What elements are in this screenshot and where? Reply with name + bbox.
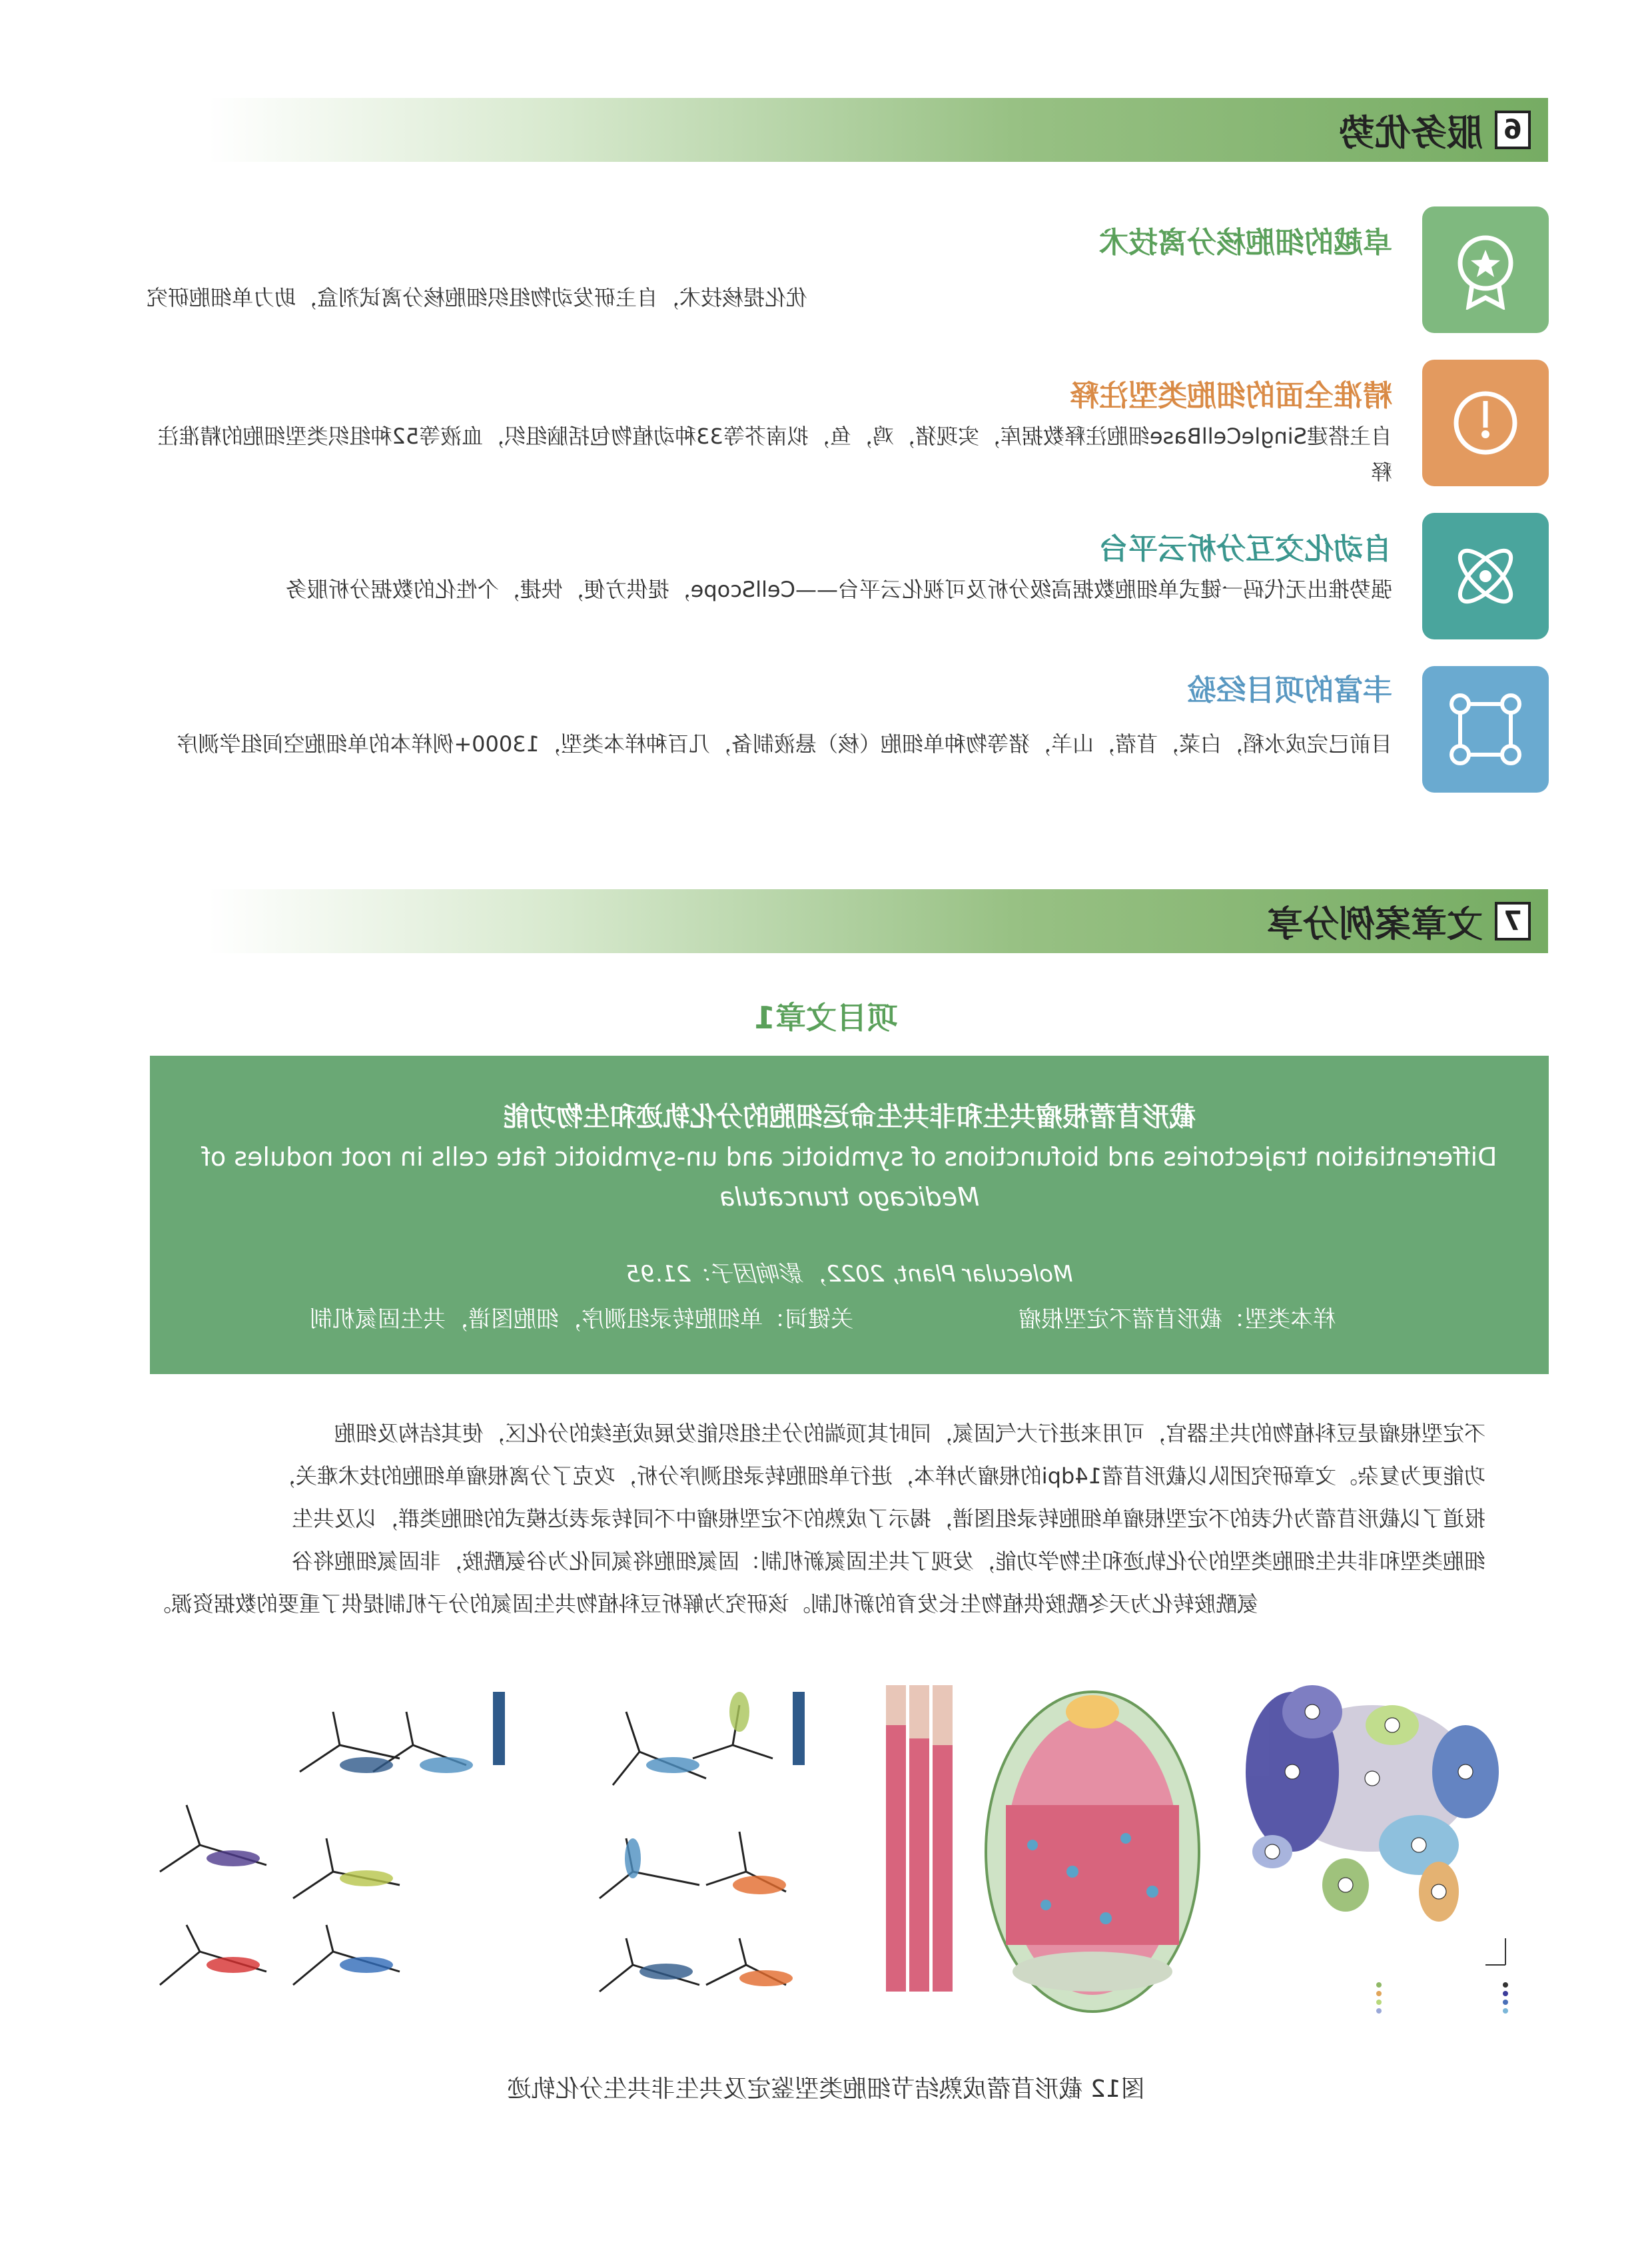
- article-journal: Molecular Plant, 2022，影响因子：21.95: [625, 1261, 1073, 1288]
- trajectory-plot-b: [120, 1672, 560, 2018]
- abstract-line: 细胞类型和非共生细胞类型的分化轨迹和生物学功能，发现了共生固氮新机制：固氮细胞将氮同化为谷氨酰胺，非固氮细胞将谷: [291, 1549, 1485, 1574]
- umap-plot: [1219, 1672, 1532, 2018]
- abstract-line: 氨酰胺转化为天冬酰胺供植物生长发育的新机制。该研究为解析豆科植物共生固氮的分子机制提供了重要的数据资源。: [150, 1591, 1259, 1617]
- advantage-desc: 优化提核技术，自主研发动物组织细胞核分离试剂盒，助力单细胞研究: [147, 285, 808, 310]
- pseudotime-colorbar: [793, 1692, 805, 1765]
- target-icon: [1449, 386, 1522, 460]
- section-title-cases: [1267, 889, 1531, 953]
- umap-panel: [1219, 1672, 1532, 2018]
- advantage-title: 精准全面的细胞类型注释: [1070, 379, 1392, 413]
- advantage-title: 卓越的细胞核分离技术: [1099, 226, 1392, 260]
- nodule-diagram: [873, 1672, 1219, 2018]
- article-title-cn: 截形苜蓿根瘤共生和非共生命运细胞的分化轨迹和生物功能: [503, 1102, 1196, 1132]
- article-title-en-2: Medicago truncatula: [719, 1182, 980, 1212]
- article-keywords: 关键词：单细胞转录组测序，细胞图谱，共生固氮机制: [310, 1306, 853, 1333]
- section-title-advantages: [1339, 98, 1531, 162]
- trajectory-panel-b: [120, 1672, 560, 2018]
- advantage-title: 丰富的项目经验: [1187, 673, 1392, 707]
- article-info-box: [150, 1056, 1549, 1374]
- award-badge-icon: [1449, 230, 1522, 310]
- figure-caption: 图12 截形苜蓿成熟结节细胞类型鉴定及共生非共生分化轨迹: [507, 2075, 1145, 2103]
- abstract-line: 报道了以截形苜蓿为代表的不定型根瘤单细胞转录组图谱，揭示了成熟的不定型根瘤中不同转录表达模式的细胞类群，以及共生: [291, 1506, 1485, 1531]
- abstract-line: 不定型根瘤是豆科植物的共生器官，可用来进行大气固氮，同时其顶端的分生组织能发展成连续的分化区，使其结构及细胞: [334, 1421, 1485, 1446]
- trajectory-panel-a: [573, 1672, 866, 2018]
- advantage-icon-box: [1422, 360, 1549, 486]
- section-title-text: 文章案例分享: [1267, 903, 1483, 945]
- advantage-desc: 强势推出无代码一键式单细胞数据高级分析及可视化云平台——CellScope，提供方便，快捷，个性化的数据分析服务: [285, 577, 1392, 602]
- advantage-icon-box: [1422, 513, 1549, 639]
- nodule-section-panel: [873, 1672, 1219, 2018]
- atom-icon: [1446, 536, 1525, 616]
- abstract-line: 功能更为复杂。文章研究团队以截形苜蓿14dpi的根瘤为样本，进行单细胞转录组测序分析，攻克了分离根瘤单细胞的技术难关，: [274, 1463, 1485, 1489]
- advantage-icon-box: [1422, 666, 1549, 793]
- article-heading: 项目文章1: [754, 1000, 899, 1036]
- section-number: 6: [1495, 111, 1531, 149]
- section-title-text: 服务优势: [1339, 111, 1483, 154]
- article-sample-type: 样本类型：截形苜蓿不定型根瘤: [1019, 1306, 1336, 1333]
- network-nodes-icon: [1446, 689, 1525, 769]
- advantage-desc: 自主搭建SingleCellBase细胞注释数据库，实现猪，鸡，鱼，拟南芥等33种动植物包括脑组织，血液等52种组织类型细胞的精准注释: [157, 424, 1392, 485]
- pseudotime-colorbar: [493, 1692, 505, 1765]
- section-number: 7: [1495, 902, 1531, 940]
- article-title-en-1: Differentiation trajectories and biofunctions of symbiotic and un-symbiotic fate cells in root nodules of: [201, 1142, 1497, 1172]
- section-banner-cases: [208, 889, 1548, 953]
- advantage-title: 自动化交互分析云平台: [1099, 532, 1392, 566]
- advantage-icon-box: [1422, 206, 1549, 333]
- abstract-paragraph: [150, 1412, 1485, 1625]
- advantage-desc: 目前已完成水稻，白菜，苜蓿，山羊，猪等物种单细胞（核）悬液制备，几百种样本类型，13000+例样本的单细胞空间组学测序: [177, 731, 1392, 757]
- trajectory-plot-a: [573, 1672, 866, 2018]
- section-banner-advantages: [208, 98, 1548, 162]
